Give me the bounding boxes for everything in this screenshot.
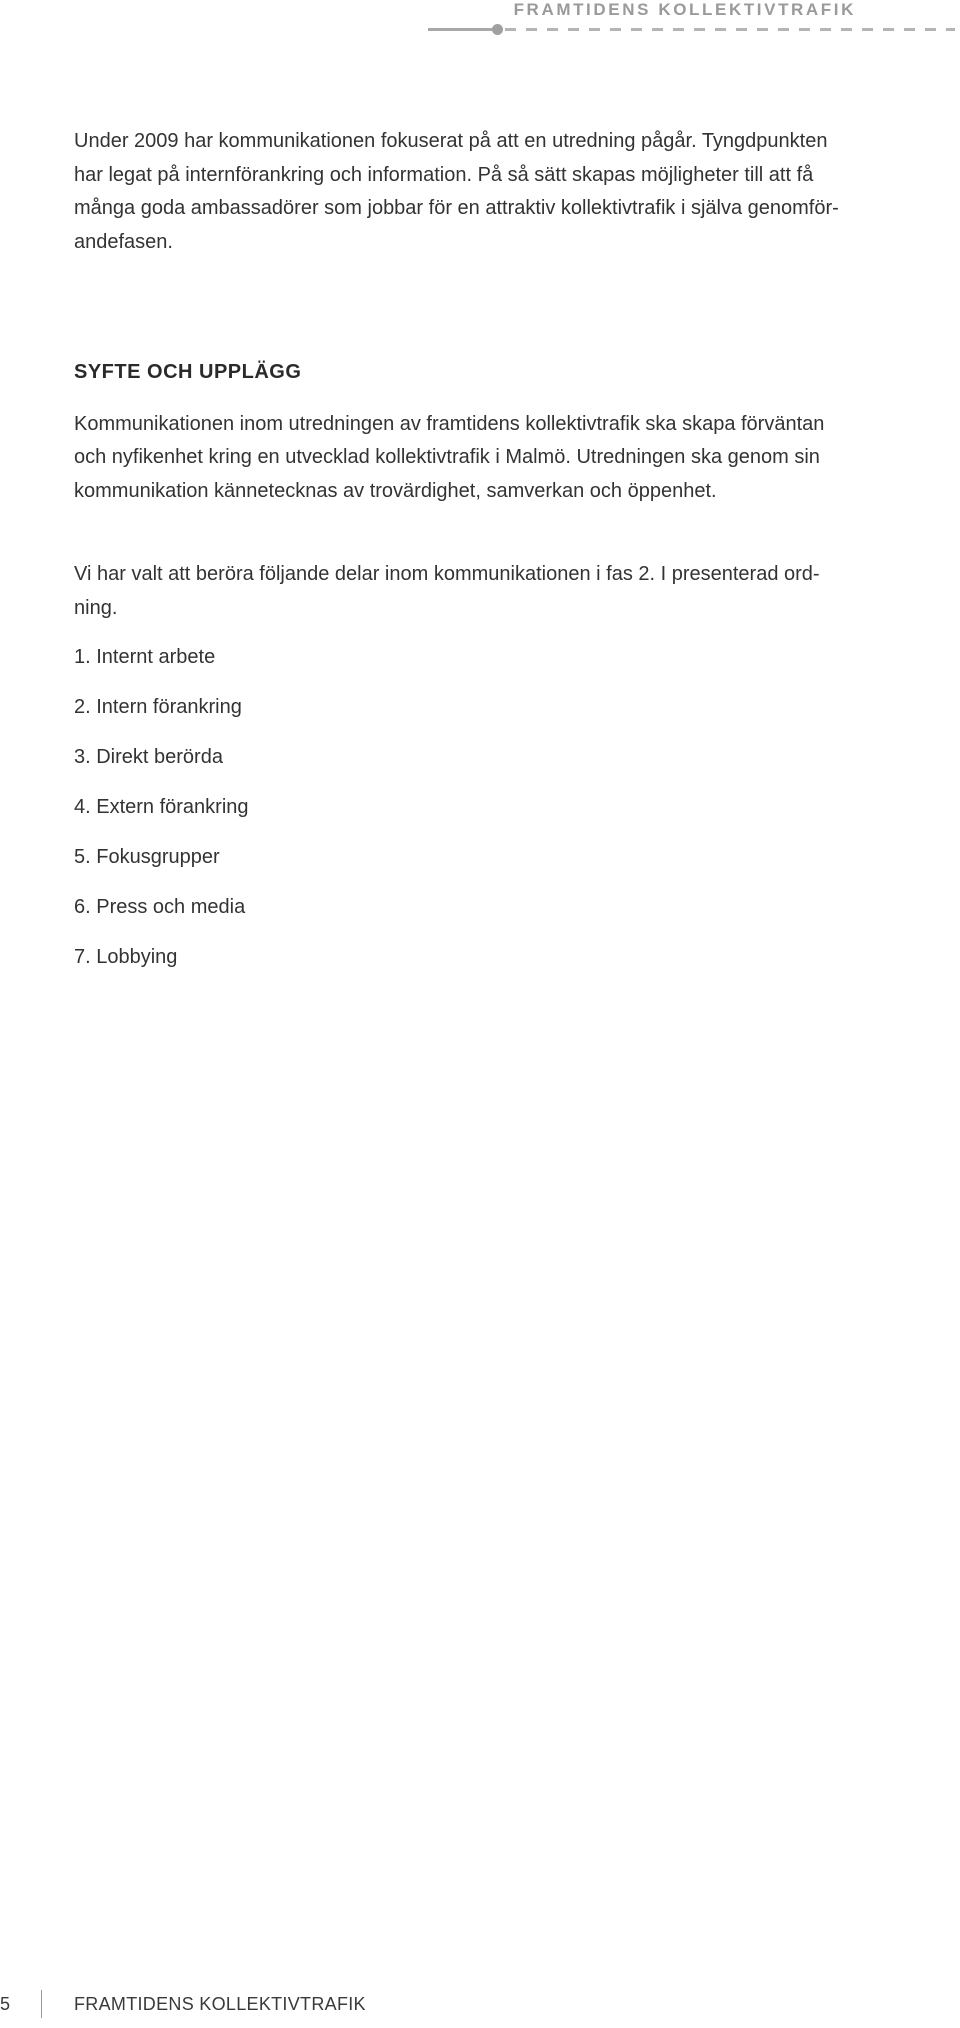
purpose-line: Kommunikationen inom utredningen av framtidens kollektivtrafik ska skapa förväntan	[74, 412, 825, 435]
intro-line: Under 2009 har kommunikationen fokuserat på att en utredning pågår. Tyngdpunkten	[74, 130, 828, 152]
list-item: 1. Internt arbete	[74, 646, 216, 668]
intro-line: har legat på internförankring och information. På så sätt skapas möjligheter till att få	[74, 163, 814, 186]
footer-divider	[41, 1990, 42, 2018]
page-number: 5	[0, 1994, 11, 2014]
document-body	[74, 125, 854, 991]
list-item: 6. Press och media	[74, 896, 246, 918]
header-rule-dot	[492, 24, 503, 35]
list-item: 4. Extern förankring	[74, 796, 249, 818]
purpose-paragraph	[74, 408, 854, 509]
header-title: FRAMTIDENS KOLLEKTIVTRAFIK	[513, 0, 856, 19]
intro-line: andefasen.	[74, 230, 173, 253]
communication-parts-list	[74, 641, 854, 991]
header-rule-solid	[428, 28, 498, 31]
parts-line: ning.	[74, 596, 118, 619]
section-heading: SYFTE OCH UPPLÄGG	[74, 361, 302, 383]
list-item: 7. Lobbying	[74, 946, 178, 968]
list-item: 3. Direkt berörda	[74, 746, 223, 768]
parts-paragraph	[74, 558, 854, 625]
intro-line: många goda ambassadörer som jobbar för en attraktiv kollektivtrafik i själva genomför-	[74, 197, 839, 219]
footer-title: FRAMTIDENS KOLLEKTIVTRAFIK	[74, 1994, 366, 2014]
purpose-line: och nyfikenhet kring en utvecklad kollektivtrafik i Malmö. Utredningen ska genom sin	[74, 446, 820, 468]
intro-paragraph	[74, 125, 854, 259]
header-rule-dashed	[505, 28, 955, 31]
parts-line: Vi har valt att beröra följande delar inom kommunikationen i fas 2. I presenterad ord-	[74, 563, 820, 585]
list-item: 5. Fokusgrupper	[74, 846, 220, 868]
purpose-line: kommunikation kännetecknas av trovärdighet, samverkan och öppenhet.	[74, 479, 717, 502]
page-footer	[0, 1990, 960, 2018]
list-item: 2. Intern förankring	[74, 696, 242, 718]
page-header	[0, 0, 960, 40]
